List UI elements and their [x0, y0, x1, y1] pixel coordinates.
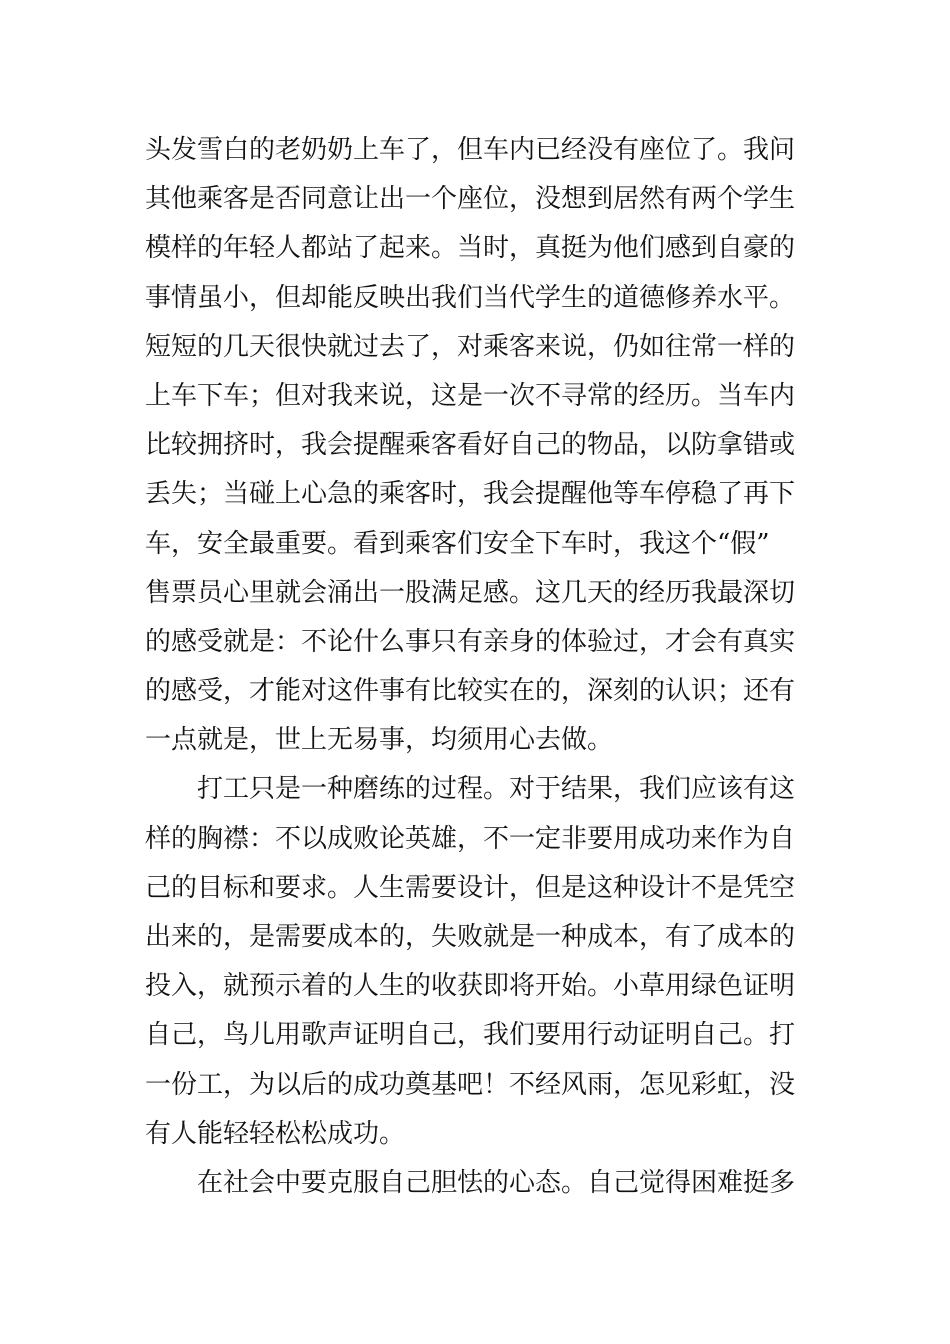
text-line: 的感受，才能对这件事有比较实在的，深刻的认识；还有 [145, 676, 796, 707]
text-line: 上车下车；但对我来说，这是一次不寻常的经历。当车内 [145, 380, 796, 411]
text-line: 一份工，为以后的成功奠基吧！不经风雨，怎见彩虹，没 [145, 1069, 796, 1100]
text-line: 自己，鸟儿用歌声证明自己，我们要用行动证明自己。打 [145, 1020, 796, 1051]
text-line: 丢失；当碰上心急的乘客时，我会提醒他等车停稳了再下 [145, 479, 796, 510]
text-line: 事情虽小，但却能反映出我们当代学生的道德修养水平。 [145, 282, 796, 313]
text-line: 投入，就预示着的人生的收获即将开始。小草用绿色证明 [145, 971, 796, 1002]
text-line: 己的目标和要求。人生需要设计，但是这种设计不是凭空 [145, 872, 796, 903]
text-line: 售票员心里就会涌出一股满足感。这几天的经历我最深切 [145, 577, 796, 608]
text-line: 比较拥挤时，我会提醒乘客看好自己的物品，以防拿错或 [145, 430, 796, 461]
text-line: 短短的几天很快就过去了，对乘客来说，仍如往常一样的 [145, 331, 796, 362]
text-line: 有人能轻轻松松成功。 [145, 1118, 406, 1149]
text-line: 一点就是，世上无易事，均须用心去做。 [145, 725, 614, 756]
text-line: 模样的年轻人都站了起来。当时，真挺为他们感到自豪的 [145, 233, 796, 264]
text-line: 头发雪白的老奶奶上车了，但车内已经没有座位了。我问 [145, 135, 796, 165]
text-line: 出来的，是需要成本的，失败就是一种成本，有了成本的 [145, 922, 796, 952]
text-line: 样的胸襟：不以成败论英雄，不一定非要用成功来作为自 [145, 823, 796, 854]
text-line: 打工只是一种磨练的过程。对于结果，我们应该有这 [145, 774, 796, 805]
text-line: 其他乘客是否同意让出一个座位，没想到居然有两个学生 [145, 184, 796, 215]
body-text [145, 126, 815, 1208]
text-line: 车，安全最重要。看到乘客们安全下车时，我这个“假” [145, 528, 770, 559]
text-line: 在社会中要克服自己胆怯的心态。自己觉得困难挺多 [145, 1167, 796, 1198]
text-line: 的感受就是：不论什么事只有亲身的体验过，才会有真实 [145, 626, 796, 657]
